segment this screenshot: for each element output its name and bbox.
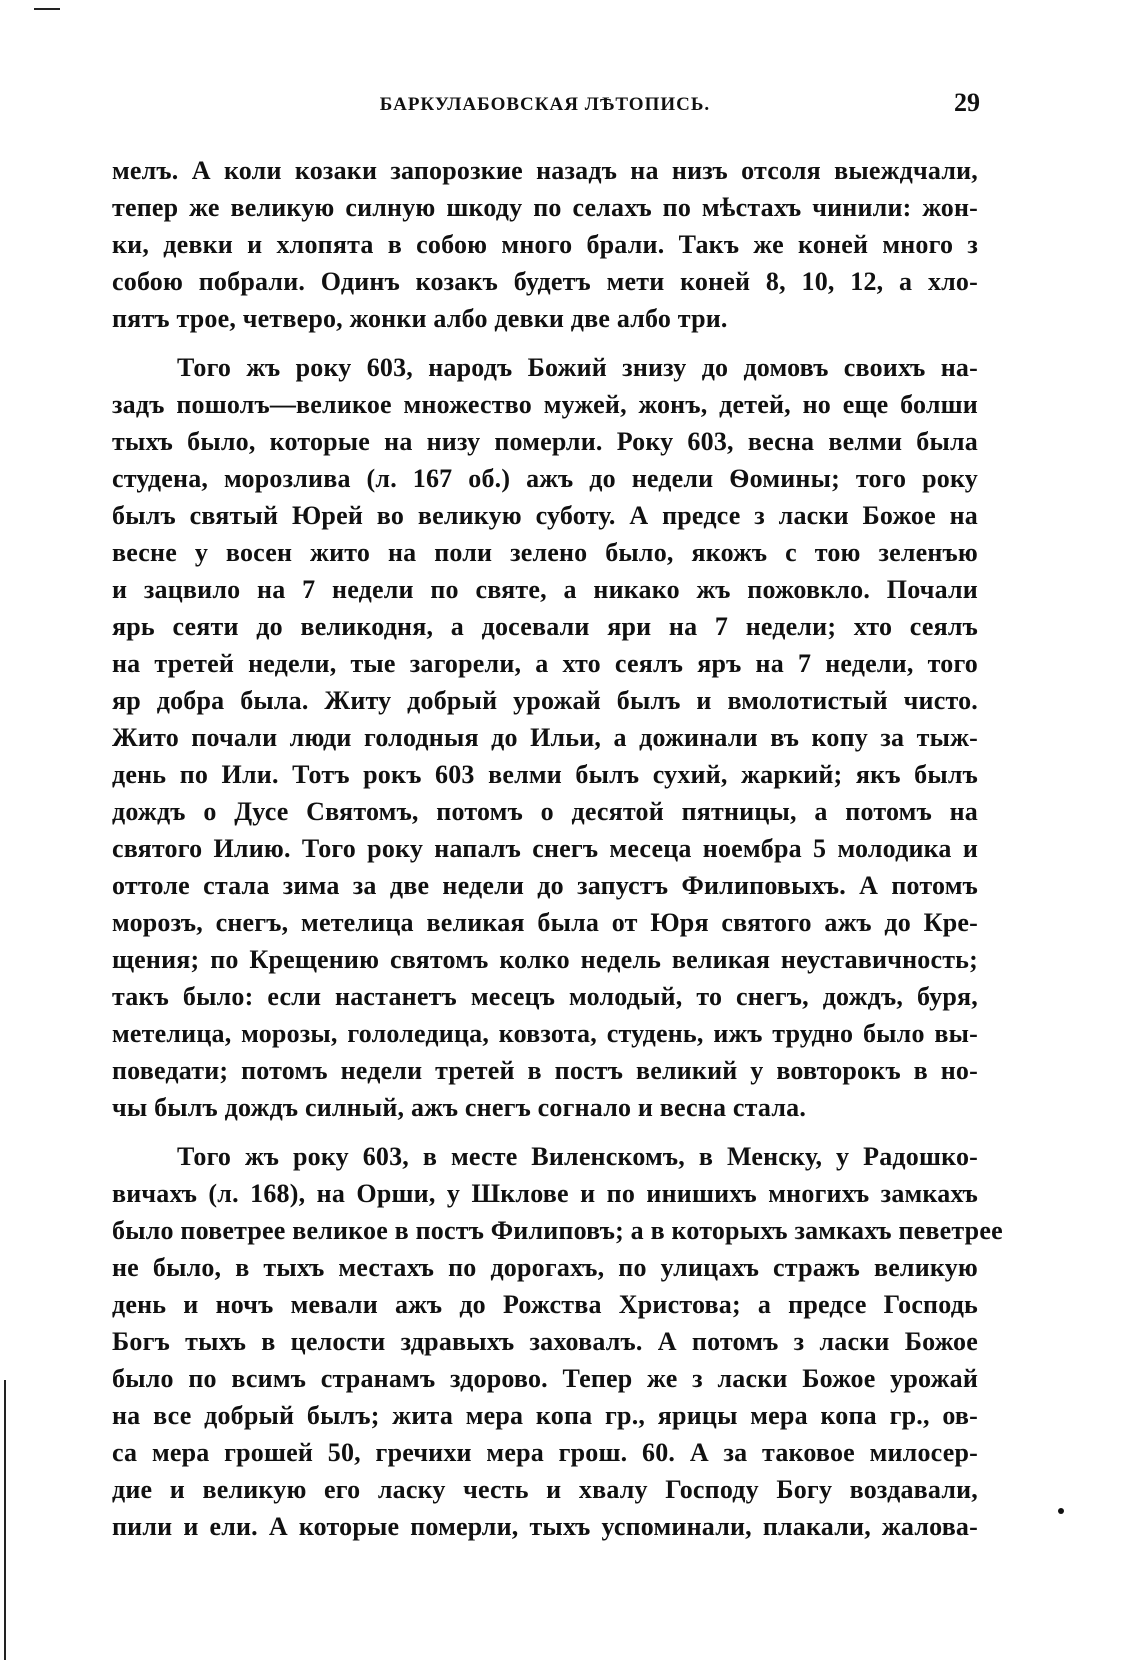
text-line: щения; по Крещению святомъ колко недель великая неуставичность; xyxy=(112,945,978,974)
text-line: было поветрее великое в постъ Филиповъ; а в которыхъ замкахъ певетрее xyxy=(112,1216,1003,1245)
text-line: было по всимъ странамъ здорово. Тепер же з ласки Божое урожай xyxy=(112,1364,978,1393)
text-line: ки, девки и хлопята в собою много брали. Такъ же коней много з xyxy=(112,230,978,259)
text-line: ярь сеяти до великодня, а досевали яри на 7 недели; хто сеялъ xyxy=(112,612,978,641)
paragraph-3 xyxy=(112,1138,1003,1545)
text-line: морозъ, снегъ, метелица великая была от Юря святого ажъ до Кре- xyxy=(112,908,978,937)
text-line: дие и великую его ласку честь и хвалу Господу Богу воздавали, xyxy=(112,1475,978,1504)
text-line: поведати; потомъ недели третей в постъ великий у вовторокъ в но- xyxy=(112,1056,978,1085)
text-line: былъ святый Юрей во великую суботу. А предсе з ласки Божое на xyxy=(112,501,978,530)
text-line: вичахъ (л. 168), на Орши, у Шклове и по инишихъ многихъ замкахъ xyxy=(112,1179,978,1208)
text-line: на третей недели, тые загорели, а хто сеялъ яръ на 7 недели, того xyxy=(112,649,978,678)
text-line: святого Илию. Того року напалъ снегъ месеца ноембра 5 молодика и xyxy=(112,834,978,863)
running-title: БАРКУЛАБОВСКАЯ ЛѢТОПИСЬ. xyxy=(379,94,711,115)
text-line: тепер же великую силную шкоду по селахъ по мѣстахъ чинили: жон- xyxy=(112,193,978,222)
running-header xyxy=(110,88,980,124)
text-line: пили и ели. А которые померли, тыхъ успоминали, плакали, жалова- xyxy=(112,1512,978,1541)
text-line: день по Или. Тотъ рокъ 603 велми былъ сухий, жаркий; якъ былъ xyxy=(112,760,978,789)
scan-mark-left-edge xyxy=(4,1380,6,1660)
paragraph-spacer xyxy=(112,337,978,349)
text-line: не было, в тыхъ местахъ по дорогахъ, по улицахъ стражъ великую xyxy=(112,1253,978,1282)
text-line: Того жъ року 603, народъ Божий знизу до домовъ своихъ на- xyxy=(177,353,978,382)
text-line: чы былъ дождъ силный, ажъ снегъ согнало и весна стала. xyxy=(112,1093,807,1122)
text-line: Богъ тыхъ в целости здравыхъ заховалъ. А потомъ з ласки Божое xyxy=(112,1327,978,1356)
paragraph-1 xyxy=(112,152,978,337)
text-line: Того жъ року 603, в месте Виленскомъ, в Менску, у Радошко- xyxy=(177,1142,978,1171)
text-line: дождъ о Дусе Святомъ, потомъ о десятой пятницы, а потомъ на xyxy=(112,797,978,826)
text-line: метелица, морозы, гололедица, ковзота, студень, ижъ трудно было вы- xyxy=(112,1019,978,1048)
text-line: собою побрали. Одинъ козакъ будетъ мети коней 8, 10, 12, а хло- xyxy=(112,267,978,296)
scan-mark-top-left xyxy=(34,8,60,10)
text-line: весне у восен жито на поли зелено было, якожъ с тою зеленъю xyxy=(112,538,978,567)
text-line: задъ пошолъ—великое множество мужей, жонъ, детей, но еще болши xyxy=(112,390,978,419)
body-text xyxy=(112,152,1003,1545)
text-line: оттоле стала зима за две недели до запустъ Филиповыхъ. А потомъ xyxy=(112,871,978,900)
text-line: на все добрый былъ; жита мера копа гр., ярицы мера копа гр., ов- xyxy=(112,1401,978,1430)
text-line: студена, морозлива (л. 167 об.) ажъ до недели Ѳомины; того року xyxy=(112,464,978,493)
text-line: яр добра была. Житу добрый урожай былъ и вмолотистый чисто. xyxy=(112,686,978,715)
page-number: 29 xyxy=(954,88,980,117)
scan-dot xyxy=(1058,1508,1064,1514)
text-line: пятъ трое, четверо, жонки албо девки две албо три. xyxy=(112,304,728,333)
text-line: тыхъ было, которые на низу померли. Року 603, весна велми была xyxy=(112,427,978,456)
paragraph-2 xyxy=(112,349,978,1126)
paragraph-spacer xyxy=(112,1126,978,1138)
text-line: са мера грошей 50, гречихи мера грош. 60. А за таковое милосер- xyxy=(112,1438,978,1467)
text-line: и зацвило на 7 недели по святе, а никако жъ пожовкло. Почали xyxy=(112,575,978,604)
text-line: мелъ. А коли козаки запорозкие назадъ на низъ отсоля выеждчали, xyxy=(112,156,978,185)
text-line: Жито почали люди голодныя до Ильи, а дожинали въ копу за тыж- xyxy=(112,723,978,752)
text-line: день и ночъ мевали ажъ до Рожства Христова; а предсе Господь xyxy=(112,1290,978,1319)
text-line: такъ было: если настанетъ месецъ молодый, то снегъ, дождъ, буря, xyxy=(112,982,978,1011)
